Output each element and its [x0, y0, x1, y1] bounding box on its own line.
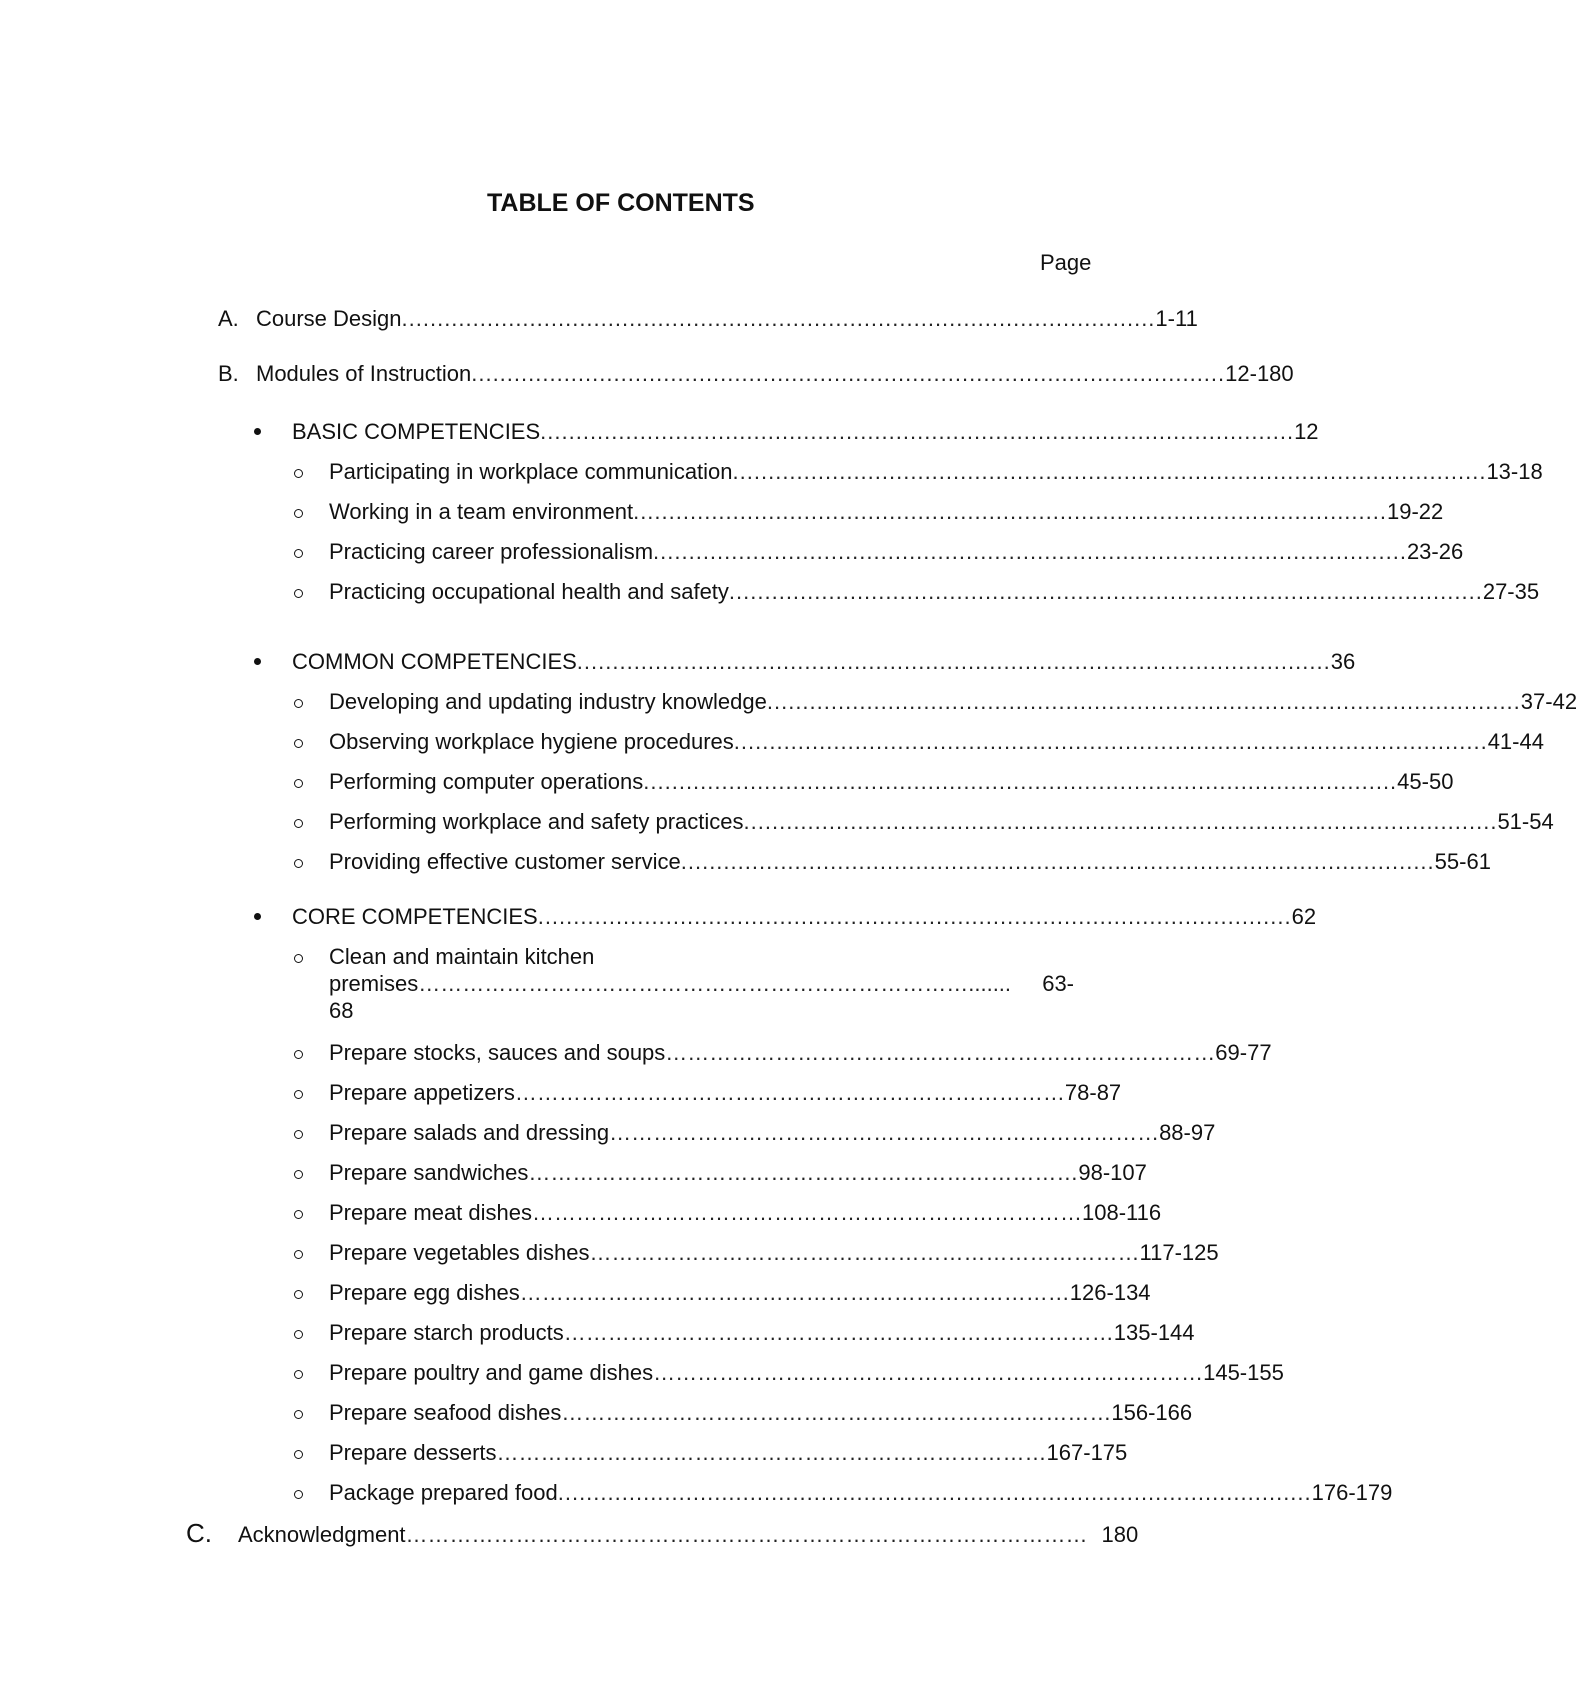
dot-leader: …………………………………………………………………: [514, 1080, 1065, 1105]
entry-label: Course Design: [256, 306, 402, 331]
entry-pages: 63-: [1042, 971, 1074, 996]
entry-label: Prepare appetizers: [329, 1080, 515, 1105]
circle-bullet-icon: [294, 1490, 303, 1499]
circle-bullet-icon: [294, 1370, 303, 1379]
circle-bullet-icon: [294, 1050, 303, 1059]
toc-entry-core-9[interactable]: [329, 1320, 1195, 1346]
bullet-icon: [254, 428, 261, 435]
toc-entry-common-2[interactable]: [329, 729, 1544, 755]
dot-leader: …………………………………………………………………: [519, 1280, 1070, 1305]
dot-leader: ..........................................................................................................: [728, 579, 1483, 604]
entry-pages: 51-54: [1497, 809, 1554, 834]
toc-entry-common-4[interactable]: [329, 809, 1554, 835]
dot-leader: …………………………………………………………………: [665, 1040, 1216, 1065]
entry-pages: 36: [1330, 649, 1356, 674]
bullet-icon: [254, 658, 261, 665]
entry-pages: 13-18: [1486, 459, 1543, 484]
toc-entry-core-10[interactable]: [329, 1360, 1284, 1386]
entry-pages: 27-35: [1482, 579, 1540, 604]
dot-leader: ..........................................................................................................: [766, 689, 1521, 714]
dot-leader: …………………………………………………………………: [532, 1200, 1082, 1225]
dot-leader: ..........................................................................................................: [557, 1480, 1312, 1505]
entry-label: Participating in workplace communication: [329, 459, 733, 484]
toc-entry-acknowledgment[interactable]: [238, 1522, 1139, 1548]
entry-label: BASIC COMPETENCIES: [292, 419, 541, 444]
entry-label: Prepare vegetables dishes: [329, 1240, 590, 1265]
circle-bullet-icon: [294, 549, 303, 558]
entry-pages: 37-42: [1520, 689, 1577, 714]
section-a-letter: A.: [218, 306, 239, 331]
circle-bullet-icon: [294, 1250, 303, 1259]
dot-leader: ………………………………………………………………….......: [418, 971, 1012, 996]
toc-entry-basic-2[interactable]: [329, 499, 1444, 525]
toc-entry-core-1-line1[interactable]: Clean and maintain kitchen: [329, 944, 595, 969]
entry-pages: 19-22: [1386, 499, 1444, 524]
toc-entry-course-design[interactable]: [256, 306, 1198, 332]
circle-bullet-icon: [294, 589, 303, 598]
entry-label: Observing workplace hygiene procedures: [329, 729, 734, 754]
toc-entry-common-3[interactable]: [329, 769, 1454, 795]
entry-pages: 45-50: [1397, 769, 1454, 794]
toc-entry-modules-of-instruction[interactable]: [256, 361, 1294, 387]
dot-leader: ..........................................................................................................: [643, 769, 1398, 794]
circle-bullet-icon: [294, 1290, 303, 1299]
dot-leader: …………………………………………………………………………………: [405, 1522, 1088, 1547]
entry-pages: 69-77: [1215, 1040, 1272, 1065]
entry-label: Package prepared food: [329, 1480, 558, 1505]
circle-bullet-icon: [294, 954, 303, 963]
circle-bullet-icon: [294, 1170, 303, 1179]
entry-label: Working in a team environment: [329, 499, 634, 524]
dot-leader: …………………………………………………………………: [653, 1360, 1204, 1385]
dot-leader: ..........................................................................................................: [537, 904, 1292, 929]
toc-entry-core-8[interactable]: [329, 1280, 1151, 1306]
circle-bullet-icon: [294, 779, 303, 788]
dot-leader: ..........................................................................................................: [576, 649, 1331, 674]
entry-label: Providing effective customer service: [329, 849, 681, 874]
circle-bullet-icon: [294, 819, 303, 828]
entry-pages: 78-87: [1064, 1080, 1122, 1105]
toc-entry-core-12[interactable]: [329, 1440, 1128, 1466]
dot-leader: ..........................................................................................................: [743, 809, 1498, 834]
toc-entry-core-13[interactable]: [329, 1480, 1393, 1506]
circle-bullet-icon: [294, 509, 303, 518]
dot-leader: ..........................................................................................................: [540, 419, 1295, 444]
entry-pages: 12-180: [1225, 361, 1294, 386]
entry-pages: 62: [1291, 904, 1317, 929]
entry-label: Prepare egg dishes: [329, 1280, 520, 1305]
toc-entry-common-1[interactable]: [329, 689, 1577, 715]
entry-pages: 88-97: [1159, 1120, 1216, 1145]
page-column-heading: Page: [1040, 250, 1092, 275]
toc-entry-common-competencies[interactable]: [292, 649, 1356, 675]
entry-pages: 117-125: [1139, 1240, 1219, 1265]
entry-pages-continued: 68: [329, 998, 354, 1023]
toc-entry-core-11[interactable]: [329, 1400, 1193, 1426]
entry-label: CORE COMPETENCIES: [292, 904, 538, 929]
circle-bullet-icon: [294, 1090, 303, 1099]
entry-pages: 55-61: [1434, 849, 1491, 874]
circle-bullet-icon: [294, 1330, 303, 1339]
entry-label: Practicing career professionalism: [329, 539, 654, 564]
circle-bullet-icon: [294, 1450, 303, 1459]
entry-pages: 145-155: [1203, 1360, 1284, 1385]
dot-leader: …………………………………………………………………: [528, 1160, 1079, 1185]
circle-bullet-icon: [294, 699, 303, 708]
toc-entry-core-7[interactable]: [329, 1240, 1219, 1266]
entry-label: premises: [329, 971, 419, 996]
entry-label: Prepare poultry and game dishes: [329, 1360, 654, 1385]
entry-pages: 41-44: [1487, 729, 1544, 754]
bullet-icon: [254, 913, 261, 920]
entry-label: Prepare salads and dressing: [329, 1120, 610, 1145]
toc-entry-common-5[interactable]: [329, 849, 1491, 875]
entry-label: Prepare meat dishes: [329, 1200, 532, 1225]
toc-entry-core-4[interactable]: [329, 1120, 1216, 1146]
dot-leader: …………………………………………………………………: [561, 1400, 1112, 1425]
dot-leader: ..........................................................................................................: [732, 459, 1487, 484]
page-title: TABLE OF CONTENTS: [487, 189, 755, 217]
entry-pages: 1-11: [1155, 306, 1198, 331]
entry-label: Prepare starch products: [329, 1320, 564, 1345]
dot-leader: …………………………………………………………………: [563, 1320, 1114, 1345]
entry-label: Performing computer operations: [329, 769, 644, 794]
entry-pages: 167-175: [1046, 1440, 1128, 1465]
circle-bullet-icon: [294, 1410, 303, 1419]
dot-leader: ..........................................................................................................: [471, 361, 1226, 386]
dot-leader: ..........................................................................................................: [680, 849, 1435, 874]
toc-entry-core-3[interactable]: [329, 1080, 1122, 1106]
dot-leader: ..........................................................................................................: [733, 729, 1488, 754]
toc-entry-core-competencies[interactable]: [292, 904, 1317, 930]
entry-pages: 156-166: [1111, 1400, 1193, 1425]
entry-pages: 126-134: [1069, 1280, 1151, 1305]
entry-label: Prepare stocks, sauces and soups: [329, 1040, 666, 1065]
entry-label: COMMON COMPETENCIES: [292, 649, 577, 674]
entry-label: Developing and updating industry knowledge: [329, 689, 767, 714]
entry-label: Modules of Instruction: [256, 361, 472, 386]
dot-leader: …………………………………………………………………: [609, 1120, 1160, 1145]
entry-label: Prepare sandwiches: [329, 1160, 529, 1185]
toc-entry-basic-1[interactable]: [329, 459, 1543, 485]
entry-pages: 135-144: [1113, 1320, 1195, 1345]
circle-bullet-icon: [294, 859, 303, 868]
toc-entry-basic-competencies[interactable]: [292, 419, 1319, 445]
entry-pages: 176-179: [1311, 1480, 1393, 1505]
entry-pages: 108-116: [1082, 1200, 1162, 1225]
entry-pages: 98-107: [1078, 1160, 1147, 1185]
dot-leader: ..........................................................................................................: [401, 306, 1156, 331]
section-b-letter: B.: [218, 361, 239, 386]
toc-entry-basic-4[interactable]: [329, 579, 1540, 605]
dot-leader: …………………………………………………………………: [589, 1240, 1140, 1265]
toc-entry-basic-3[interactable]: [329, 539, 1464, 565]
circle-bullet-icon: [294, 1210, 303, 1219]
section-c-letter: C.: [186, 1518, 212, 1548]
circle-bullet-icon: [294, 469, 303, 478]
entry-pages: 180: [1101, 1522, 1139, 1547]
entry-label: Prepare seafood dishes: [329, 1400, 562, 1425]
entry-pages: 12: [1294, 419, 1319, 444]
toc-entry-core-6[interactable]: [329, 1200, 1162, 1226]
entry-label: Practicing occupational health and safety: [329, 579, 729, 604]
circle-bullet-icon: [294, 739, 303, 748]
dot-leader: ..........................................................................................................: [653, 539, 1407, 564]
toc-entry-core-1[interactable]: [329, 971, 1074, 997]
entry-pages: 23-26: [1406, 539, 1464, 564]
entry-label: Prepare desserts: [329, 1440, 497, 1465]
entry-label: Performing workplace and safety practices: [329, 809, 744, 834]
dot-leader: ..........................................................................................................: [633, 499, 1387, 524]
dot-leader: …………………………………………………………………: [496, 1440, 1047, 1465]
toc-entry-core-5[interactable]: [329, 1160, 1147, 1186]
circle-bullet-icon: [294, 1130, 303, 1139]
entry-label: Acknowledgment: [238, 1522, 406, 1547]
toc-entry-core-2[interactable]: [329, 1040, 1272, 1066]
